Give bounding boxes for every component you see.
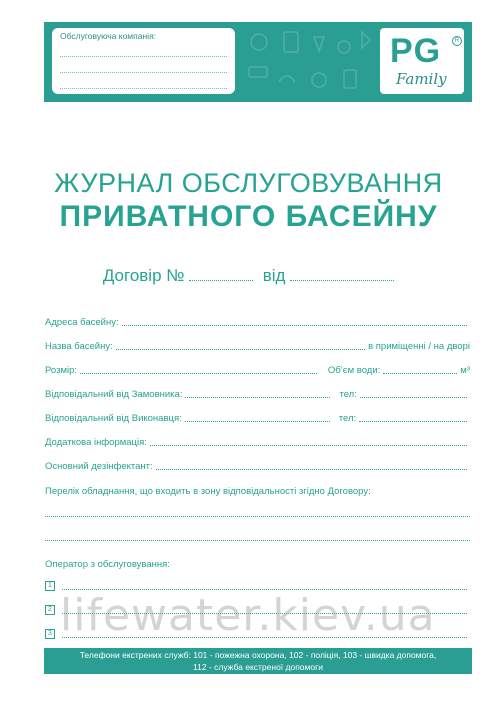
operator-number-2: 2 [45,605,55,615]
extra-info-field[interactable] [150,445,467,446]
contract-date-field[interactable] [290,268,394,281]
operator-number-1: 1 [45,581,55,591]
logo-pg-text: PG [390,32,442,70]
address-label: Адреса басейну: [45,317,119,328]
customer-phone-label: тел: [339,389,357,400]
service-company-line-2[interactable] [60,72,227,73]
volume-field[interactable] [383,373,457,374]
emergency-phones-line-1: Телефони екстрених служб: 101 - пожежна охорона, 102 - поліція, 103 - швидка допомога, [79,650,437,660]
watermark: lifewater.kiev.ua [60,590,436,641]
disinfectant-label: Основний дезінфектант: [45,461,153,472]
contractor-phone-label: тел: [338,413,357,424]
customer-responsible-field[interactable] [185,397,330,398]
equipment-row [45,483,470,497]
operator-row [45,556,470,570]
address-row [45,314,470,328]
emergency-phones-line-2: 112 - служба екстреної допомоги [193,662,323,672]
extra-info-label: Додаткова інформація: [45,437,147,448]
logo-family-text: Family [396,70,447,88]
volume-unit: м³ [460,365,470,376]
service-company-box [52,28,235,94]
emergency-phones-footer [44,648,472,674]
service-company-line-1[interactable] [60,56,227,57]
pg-family-logo [380,28,464,94]
contractor-phone-field[interactable] [359,421,467,422]
contract-line [0,266,497,286]
journal-title-line-1: ЖУРНАЛ ОБСЛУГОВУВАННЯ [54,168,443,198]
equipment-line-1[interactable] [45,516,470,517]
size-field[interactable] [80,373,317,374]
contract-label: Договір № [102,266,185,285]
contract-number-field[interactable] [189,268,253,281]
customer-responsible-row [45,386,470,400]
extra-info-row [45,434,470,448]
customer-phone-field[interactable] [360,397,467,398]
customer-responsible-label: Відповідальний від Замовника: [45,389,183,400]
size-label: Розмір: [45,365,78,376]
operator-label: Оператор з обслуговування: [45,559,170,570]
contractor-responsible-row [45,410,470,424]
operator-number-3: 3 [45,629,55,639]
service-company-line-3[interactable] [60,88,227,89]
disinfectant-field[interactable] [156,469,467,470]
journal-title-line-2: ПРИВАТНОГО БАСЕЙНУ [59,200,438,233]
name-row [45,338,470,352]
volume-label: Об’єм води: [327,365,381,376]
equipment-line-2[interactable] [45,540,470,541]
size-row [45,362,470,376]
equipment-label: Перелік обладнання, що входить в зону відповідальності згідно Договору: [45,486,371,497]
address-field[interactable] [122,325,467,326]
disinfectant-row [45,458,470,472]
service-company-label: Обслуговуюча компанія: [60,31,157,41]
contractor-responsible-field[interactable] [185,421,330,422]
location-label: в приміщенні / на дворі [368,341,470,352]
name-field[interactable] [116,349,365,350]
name-label: Назва басейну: [45,341,113,352]
contract-from-label: від [262,266,286,285]
contractor-responsible-label: Відповідальний від Виконавця: [45,413,182,424]
header-band [44,22,472,102]
registered-icon: R [452,36,462,46]
